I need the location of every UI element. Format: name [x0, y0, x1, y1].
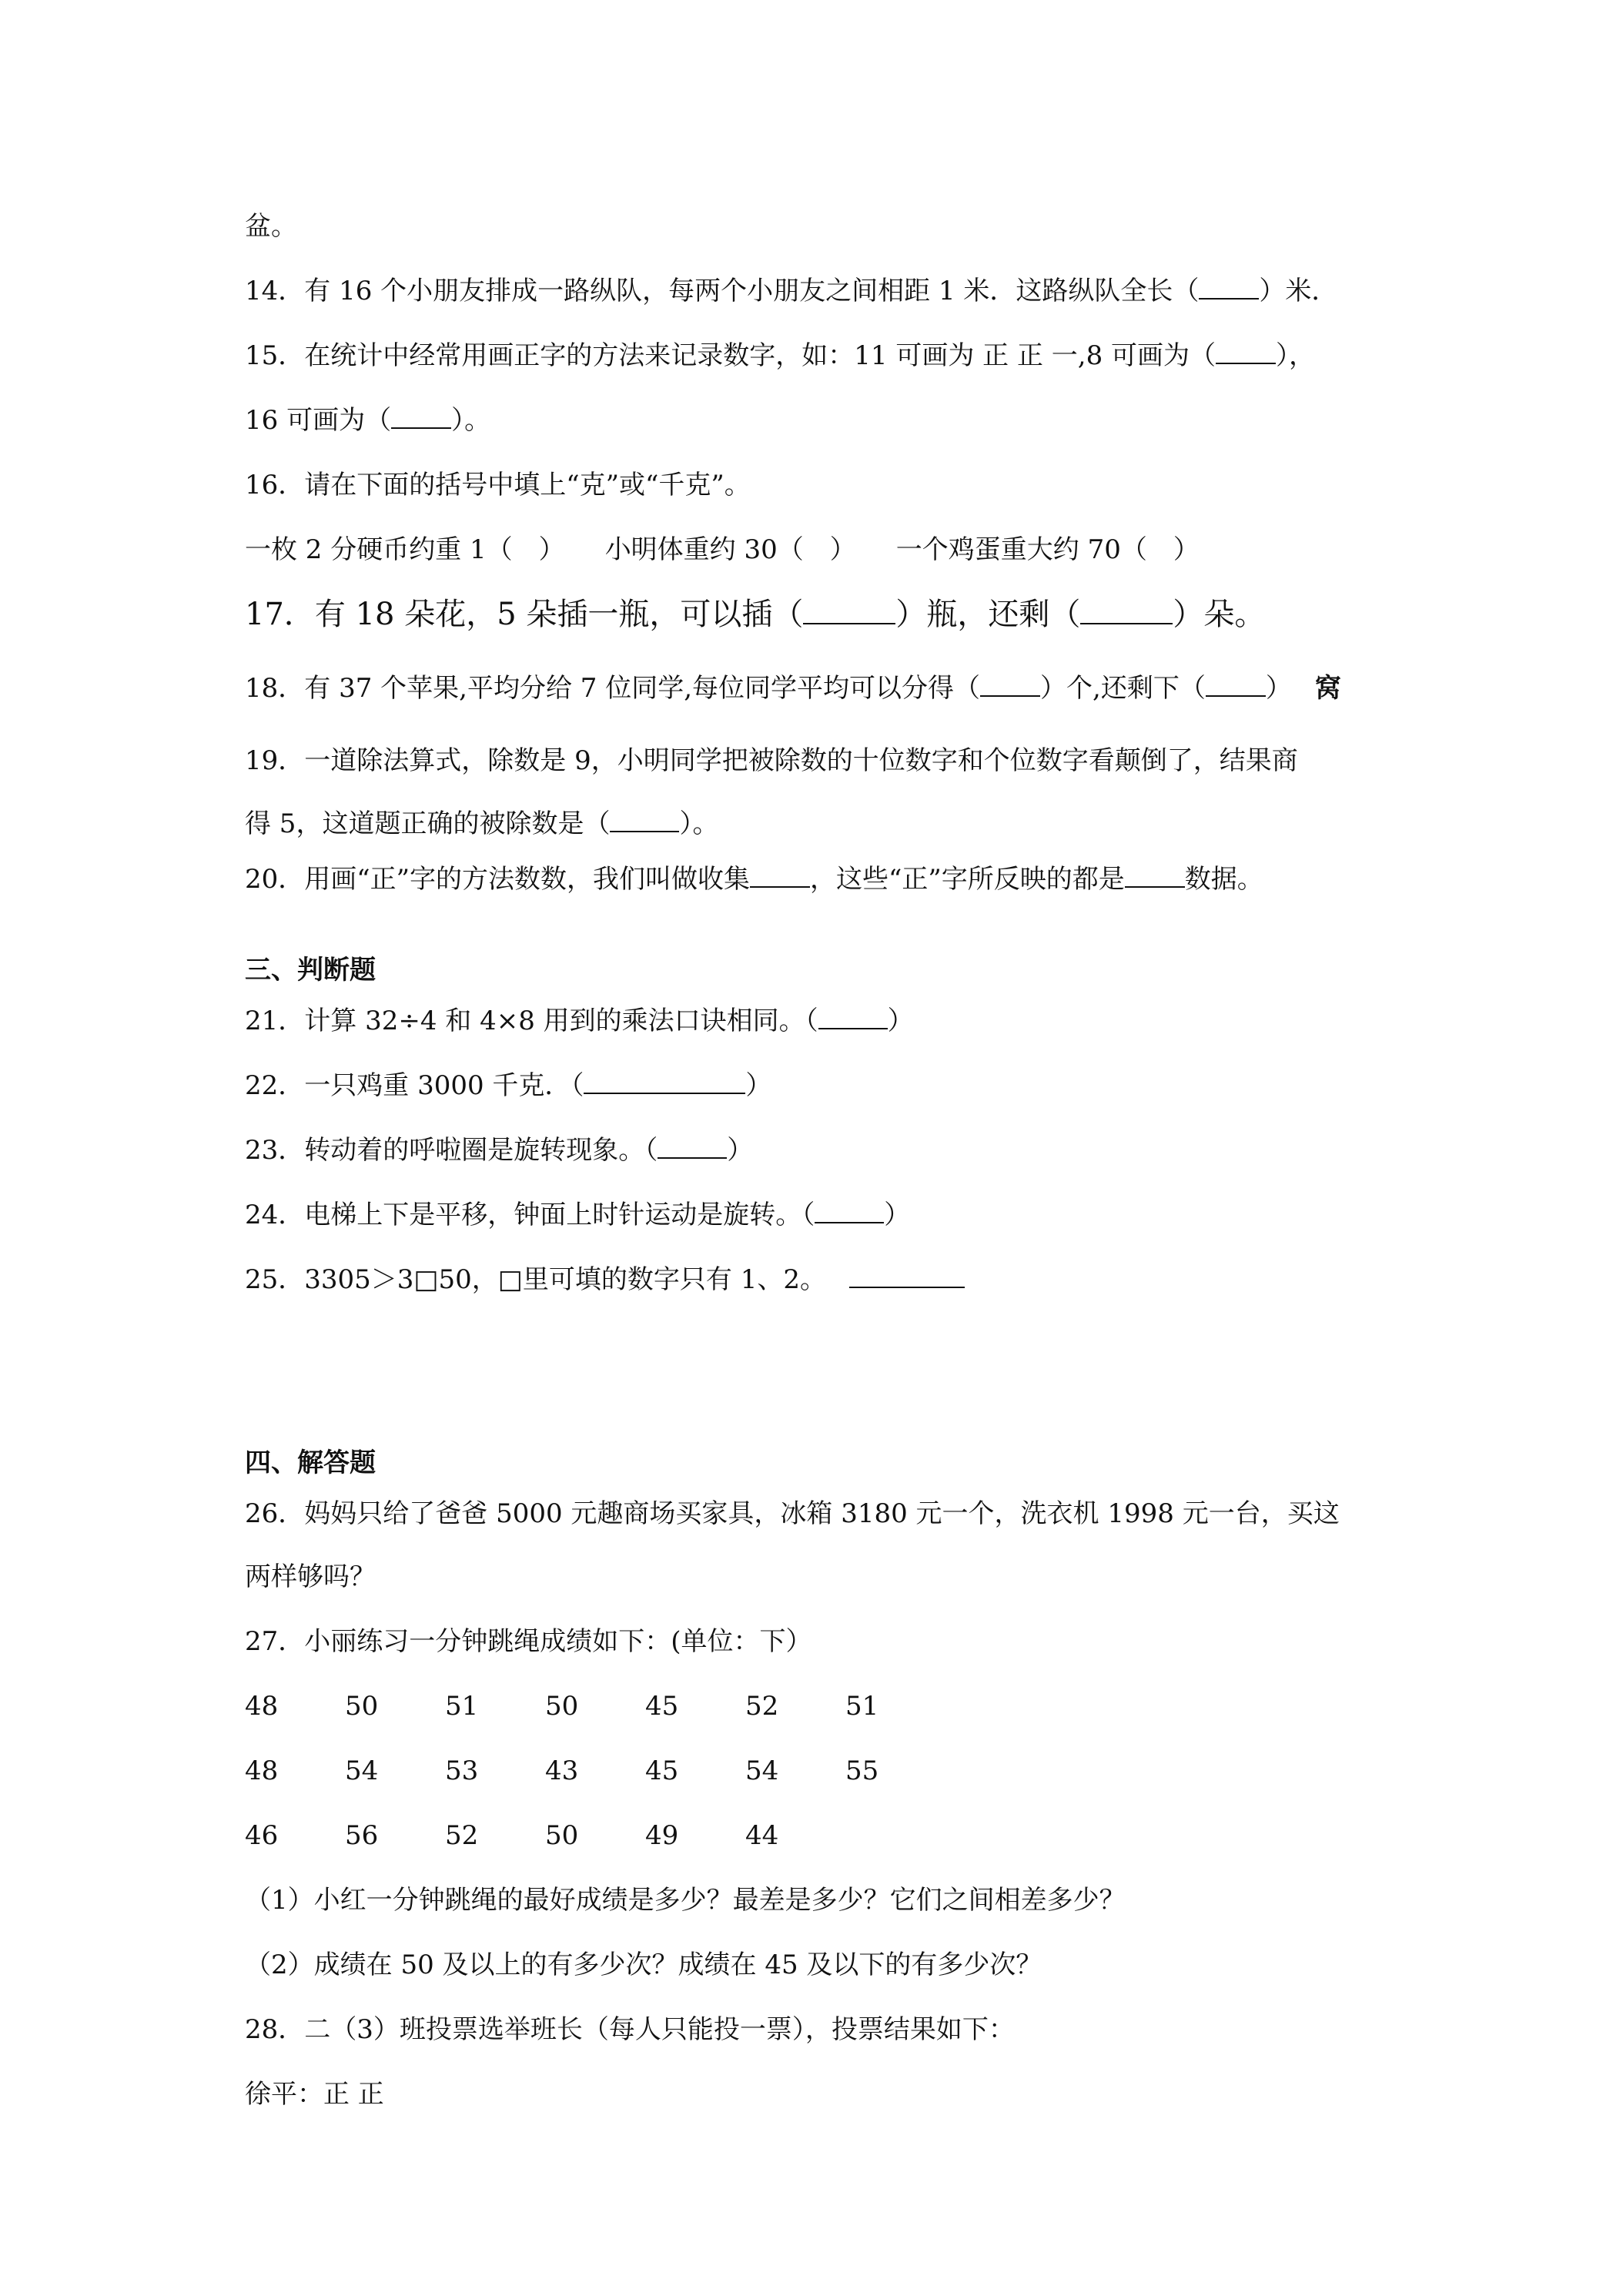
- question-28-tally: 徐平：正 正: [245, 2079, 384, 2110]
- q16-item-weight: 小明体重约 30（ ）: [604, 534, 856, 565]
- answer-blank[interactable]: [391, 404, 451, 429]
- question-27-sub1: （1）小红一分钟跳绳的最好成绩是多少？最差是多少？它们之间相差多少？: [245, 1885, 1126, 1916]
- score-cell: 45: [645, 1755, 679, 1786]
- score-row-3: [245, 1819, 1169, 1853]
- question-15-line1: 15．在统计中经常用画正字的方法来记录数字，如：11 可画为 正 正 一,8 可画为（ ），: [245, 340, 1316, 371]
- score-cell: 50: [545, 1820, 579, 1851]
- score-cell: 55: [845, 1755, 879, 1786]
- score-cell: 49: [645, 1820, 679, 1851]
- question-14: 14．有 16 个小朋友排成一路纵队，每两个小朋友之间相距 1 米．这路纵队全长（ ）米．: [245, 276, 1338, 306]
- question-21: 21．计算 32÷4 和 4×8 用到的乘法口诀相同。（ ）: [245, 1006, 914, 1036]
- question-16-stem: 16．请在下面的括号中填上“克”或“千克”。: [245, 470, 751, 500]
- score-cell: 43: [545, 1755, 579, 1786]
- q13-tail: 盆。: [245, 211, 297, 242]
- score-cell: 52: [745, 1691, 779, 1722]
- score-cell: 51: [845, 1691, 879, 1722]
- score-cell: 51: [445, 1691, 479, 1722]
- question-17: 17．有 18 朵花，5 朵插一瓶，可以插（ ）瓶，还剩（ ）朵。: [245, 597, 1266, 632]
- question-26-line2: 两样够吗？: [245, 1561, 376, 1592]
- question-27-stem: 27．小丽练习一分钟跳绳成绩如下：(单位：下）: [245, 1626, 812, 1657]
- answer-blank[interactable]: [815, 1199, 884, 1223]
- section-answer-heading: 四、解答题: [245, 1448, 376, 1478]
- score-cell: 50: [545, 1691, 579, 1722]
- score-row-2: [245, 1754, 1169, 1788]
- question-20: 20．用画“正”字的方法数数，我们叫做收集 ，这些“正”字所反映的都是 数据。: [245, 864, 1263, 895]
- q16-item-coin: 一枚 2 分硬币约重 1（ ）: [245, 534, 565, 565]
- answer-blank[interactable]: [980, 672, 1040, 697]
- score-cell: 48: [245, 1691, 279, 1722]
- question-19-line1: 19．一道除法算式，除数是 9，小明同学把被除数的十位数字和个位数字看颠倒了，结果商: [245, 745, 1298, 776]
- score-cell: 46: [245, 1820, 279, 1851]
- score-row-1: [245, 1689, 1169, 1723]
- answer-blank[interactable]: [1080, 600, 1173, 624]
- score-cell: 50: [345, 1691, 379, 1722]
- question-18: 18．有 37 个苹果,平均分给 7 位同学,每位同学平均可以分得（ ）个,还剩下（ ） 窝: [245, 673, 1341, 704]
- score-cell: 45: [645, 1691, 679, 1722]
- question-25: 25．3305＞3□50，□里可填的数字只有 1、2。: [245, 1263, 1400, 1297]
- score-cell: 56: [345, 1820, 379, 1851]
- question-19-line2: 得 5，这道题正确的被除数是（ ）。: [245, 808, 719, 839]
- answer-blank[interactable]: [1216, 340, 1276, 364]
- answer-blank[interactable]: [1125, 863, 1185, 888]
- question-24: 24．电梯上下是平移，钟面上时针运动是旋转。（ ）: [245, 1200, 911, 1230]
- answer-blank[interactable]: [1199, 275, 1259, 300]
- question-22: 22．一只鸡重 3000 千克．（ ）: [245, 1070, 772, 1101]
- answer-blank[interactable]: [584, 1069, 745, 1094]
- answer-blank[interactable]: [818, 1005, 888, 1029]
- question-26-line1: 26．妈妈只给了爸爸 5000 元趣商场买家具，冰箱 3180 元一个，洗衣机 1998 元一台，买这: [245, 1498, 1340, 1529]
- score-cell: 44: [745, 1820, 779, 1851]
- q16-item-egg: 一个鸡蛋重大约 70（ ）: [895, 534, 1200, 565]
- question-15-line2: 16 可画为（ ）。: [245, 405, 491, 436]
- score-cell: 48: [245, 1755, 279, 1786]
- answer-blank[interactable]: [658, 1134, 727, 1159]
- score-cell: 52: [445, 1820, 479, 1851]
- answer-blank[interactable]: [1206, 672, 1266, 697]
- answer-blank[interactable]: [803, 600, 895, 624]
- score-cell: 53: [445, 1755, 479, 1786]
- answer-blank[interactable]: [610, 808, 679, 832]
- answer-blank[interactable]: [849, 1263, 965, 1288]
- score-cell: 54: [745, 1755, 779, 1786]
- question-28-stem: 28．二（3）班投票选举班长（每人只能投一票），投票结果如下：: [245, 2014, 1015, 2045]
- question-23: 23．转动着的呼啦圈是旋转现象。（ ）: [245, 1135, 754, 1166]
- question-16-items: [245, 533, 1400, 567]
- section-judgment-heading: 三、判断题: [245, 955, 376, 986]
- score-cell: 54: [345, 1755, 379, 1786]
- answer-blank[interactable]: [750, 863, 810, 888]
- question-27-sub2: （2）成绩在 50 及以上的有多少次？成绩在 45 及以下的有多少次？: [245, 1950, 1042, 1980]
